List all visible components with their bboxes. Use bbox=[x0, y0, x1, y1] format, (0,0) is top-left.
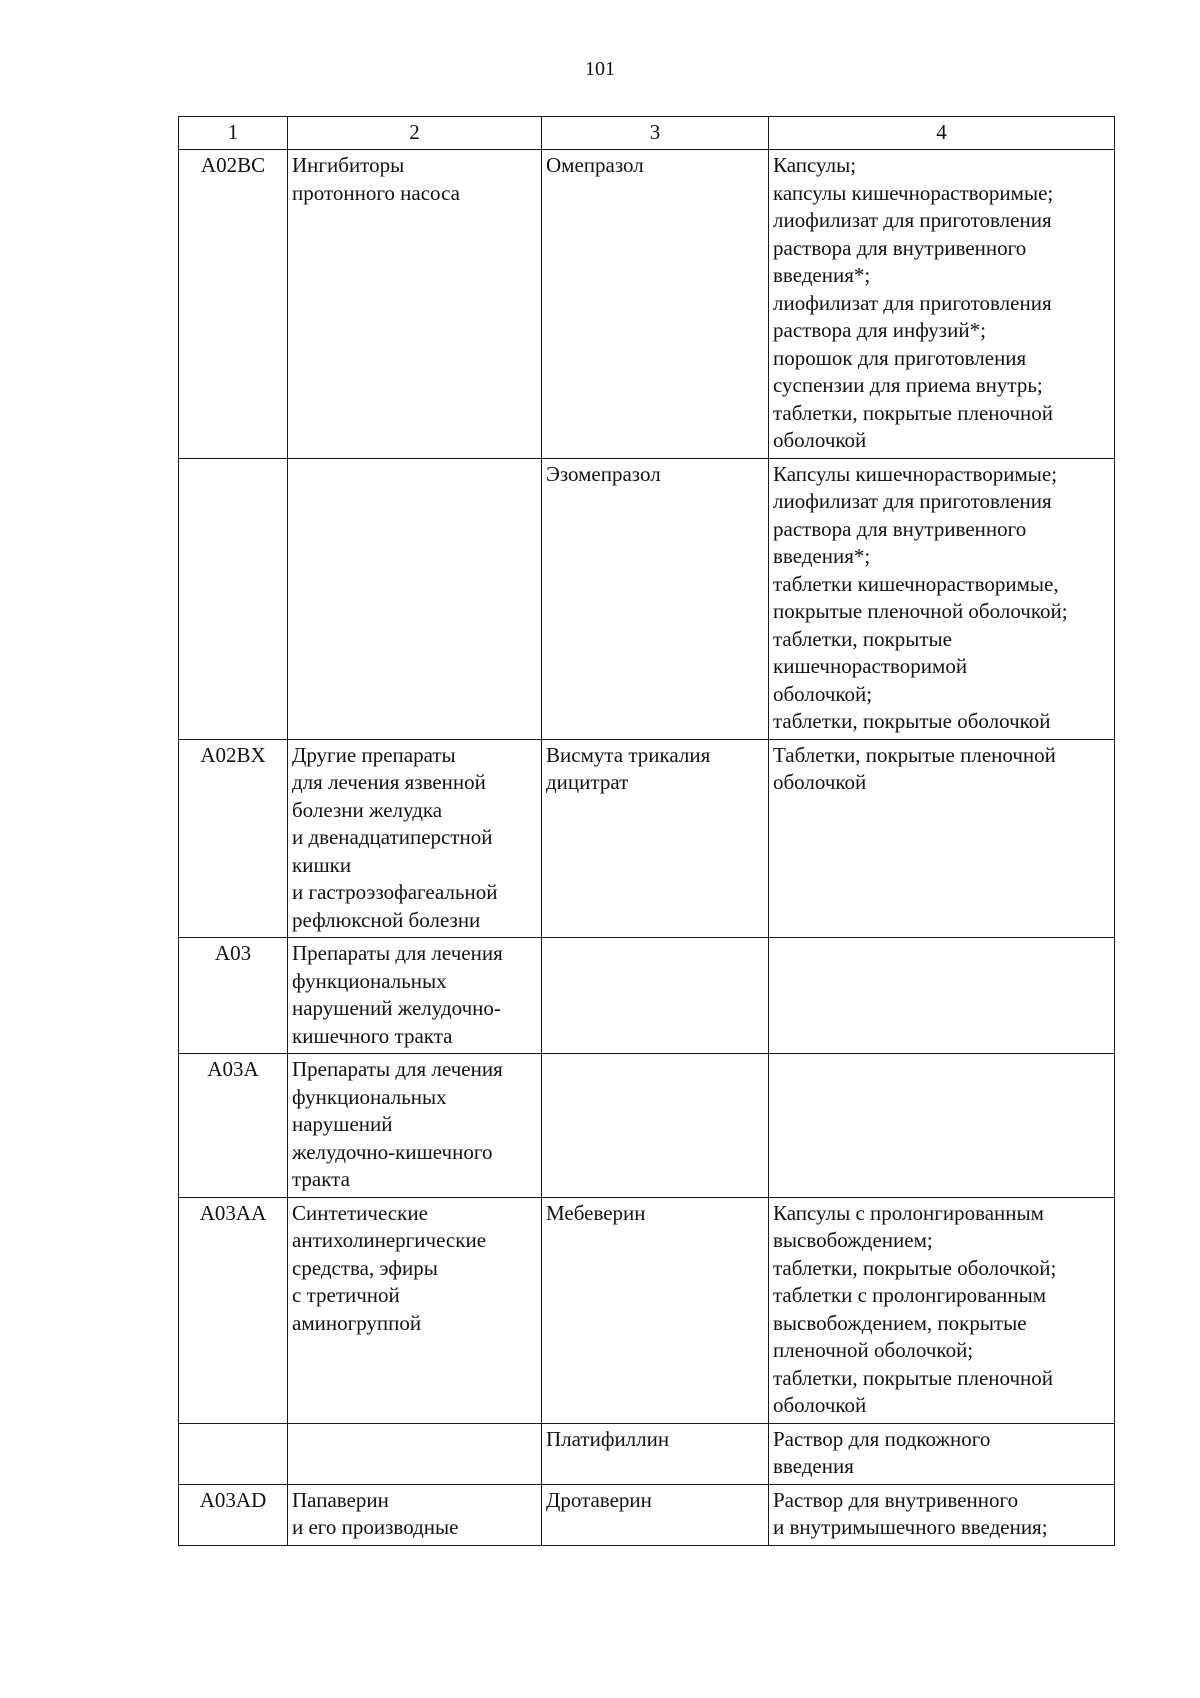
drug-name-line: Эзомепразол bbox=[546, 461, 661, 486]
dosage-forms-cell bbox=[769, 150, 1115, 459]
dosage-forms-cell bbox=[769, 938, 1115, 1054]
dosage-forms-line: Капсулы; bbox=[773, 153, 857, 177]
dosage-forms-line: кишечнорастворимой bbox=[773, 654, 968, 678]
pharmacological-group-cell bbox=[288, 1423, 542, 1484]
drug-name-cell bbox=[542, 938, 769, 1054]
atc-code-cell: A02BC bbox=[179, 150, 288, 459]
dosage-forms-line: введения bbox=[773, 1454, 854, 1478]
table-body bbox=[179, 150, 1115, 1546]
pharmacological-group-line: для лечения язвенной bbox=[292, 770, 486, 794]
pharmacological-group-line: кишки bbox=[292, 852, 352, 877]
drug-name-line: Платифиллин bbox=[546, 1426, 670, 1451]
pharmacological-group-line: антихолинергические bbox=[292, 1228, 487, 1252]
table-row bbox=[179, 739, 1115, 938]
dosage-forms-cell bbox=[769, 458, 1115, 739]
pharmacological-group-line: рефлюксной болезни bbox=[292, 907, 481, 932]
dosage-forms-line: Капсулы кишечнорастворимые; bbox=[773, 461, 1058, 486]
pharmacological-group-line: функциональных bbox=[292, 968, 447, 993]
atc-code-cell: A02BX bbox=[179, 739, 288, 938]
dosage-forms-line: лиофилизат для приготовления bbox=[773, 208, 1052, 232]
table-row bbox=[179, 1423, 1115, 1484]
dosage-forms-line: оболочкой; bbox=[773, 681, 873, 706]
dosage-forms-line: таблетки кишечнорастворимые, bbox=[773, 571, 1059, 596]
dosage-forms-line: таблетки, покрытые bbox=[773, 626, 952, 651]
dosage-forms-line: таблетки, покрытые пленочной bbox=[773, 400, 1054, 425]
dosage-forms-cell bbox=[769, 1484, 1115, 1545]
dosage-forms-line: лиофилизат для приготовления bbox=[773, 489, 1052, 513]
pharmacological-group-line: функциональных bbox=[292, 1084, 447, 1109]
pharmacological-group-cell bbox=[288, 1197, 542, 1423]
dosage-forms-line: высвобождением; bbox=[773, 1228, 933, 1252]
pharmacological-group-line: желудочно-кишечного bbox=[292, 1139, 493, 1164]
pharmacological-group-line: Ингибиторы bbox=[292, 153, 405, 177]
drug-name-cell bbox=[542, 739, 769, 938]
pharmacological-group-line: Препараты для лечения bbox=[292, 1057, 503, 1081]
dosage-forms-cell bbox=[769, 1423, 1115, 1484]
drug-name-cell bbox=[542, 1423, 769, 1484]
drug-name-line: Дротаверин bbox=[546, 1487, 652, 1512]
pharmacological-group-line: Другие препараты bbox=[292, 742, 456, 767]
drug-name-cell bbox=[542, 1484, 769, 1545]
atc-code-cell bbox=[179, 458, 288, 739]
dosage-forms-line: оболочкой bbox=[773, 770, 867, 794]
pharmacological-group-cell bbox=[288, 1484, 542, 1545]
pharmacological-group-line: и двенадцатиперстной bbox=[292, 825, 493, 849]
dosage-forms-line: таблетки, покрытые пленочной bbox=[773, 1365, 1054, 1390]
pharmacological-group-cell bbox=[288, 150, 542, 459]
atc-code-cell: A03AD bbox=[179, 1484, 288, 1545]
header-column-3: 3 bbox=[542, 117, 769, 150]
page-number: 101 bbox=[585, 58, 615, 80]
dosage-forms-cell bbox=[769, 1197, 1115, 1423]
pharmacological-group-cell bbox=[288, 938, 542, 1054]
header-column-1: 1 bbox=[179, 117, 288, 150]
pharmacological-group-line: нарушений bbox=[292, 1112, 393, 1136]
pharmacological-group-line: тракта bbox=[292, 1167, 350, 1191]
dosage-forms-line: Таблетки, покрытые пленочной bbox=[773, 742, 1056, 767]
dosage-forms-cell bbox=[769, 1054, 1115, 1198]
dosage-forms-line: лиофилизат для приготовления bbox=[773, 290, 1052, 315]
medication-table bbox=[178, 116, 1115, 1546]
dosage-forms-line: раствора для внутривенного bbox=[773, 516, 1027, 541]
dosage-forms-line: и внутримышечного введения; bbox=[773, 1515, 1048, 1539]
pharmacological-group-line: Синтетические bbox=[292, 1200, 428, 1225]
atc-code-cell: A03A bbox=[179, 1054, 288, 1198]
header-column-2: 2 bbox=[288, 117, 542, 150]
dosage-forms-line: капсулы кишечнорастворимые; bbox=[773, 180, 1054, 205]
drug-name-cell bbox=[542, 1054, 769, 1198]
table-row bbox=[179, 938, 1115, 1054]
pharmacological-group-line: с третичной bbox=[292, 1283, 400, 1307]
pharmacological-group-line: кишечного тракта bbox=[292, 1023, 453, 1048]
header-column-4: 4 bbox=[769, 117, 1115, 150]
pharmacological-group-line: нарушений желудочно- bbox=[292, 996, 501, 1020]
dosage-forms-line: Капсулы с пролонгированным bbox=[773, 1200, 1044, 1225]
dosage-forms-line: Раствор для внутривенного bbox=[773, 1487, 1019, 1512]
dosage-forms-line: оболочкой bbox=[773, 1393, 867, 1417]
dosage-forms-line: введения*; bbox=[773, 263, 871, 287]
pharmacological-group-line: и его производные bbox=[292, 1515, 459, 1539]
dosage-forms-line: таблетки с пролонгированным bbox=[773, 1283, 1047, 1307]
dosage-forms-line: высвобождением, покрытые bbox=[773, 1310, 1027, 1335]
table-row bbox=[179, 150, 1115, 459]
dosage-forms-line: введения*; bbox=[773, 544, 871, 568]
pharmacological-group-line: средства, эфиры bbox=[292, 1255, 438, 1280]
table-row bbox=[179, 1484, 1115, 1545]
dosage-forms-line: таблетки, покрытые оболочкой; bbox=[773, 1255, 1057, 1280]
pharmacological-group-cell bbox=[288, 739, 542, 938]
table-row bbox=[179, 458, 1115, 739]
drug-name-line: Омепразол bbox=[546, 153, 644, 177]
dosage-forms-line: оболочкой bbox=[773, 428, 867, 452]
pharmacological-group-line: аминогруппой bbox=[292, 1310, 422, 1335]
pharmacological-group-line: Папаверин bbox=[292, 1487, 389, 1512]
drug-name-cell bbox=[542, 458, 769, 739]
pharmacological-group-line: Препараты для лечения bbox=[292, 941, 503, 965]
pharmacological-group-cell bbox=[288, 1054, 542, 1198]
atc-code-cell: A03AA bbox=[179, 1197, 288, 1423]
drug-name-line: дицитрат bbox=[546, 770, 629, 794]
dosage-forms-line: суспензии для приема внутрь; bbox=[773, 373, 1043, 397]
pharmacological-group-line: и гастроэзофагеальной bbox=[292, 880, 498, 904]
drug-name-line: Висмута трикалия bbox=[546, 742, 711, 767]
drug-name-line: Мебеверин bbox=[546, 1200, 646, 1225]
dosage-forms-line: покрытые пленочной оболочкой; bbox=[773, 599, 1068, 623]
dosage-forms-cell bbox=[769, 739, 1115, 938]
table-row bbox=[179, 1054, 1115, 1198]
pharmacological-group-cell bbox=[288, 458, 542, 739]
pharmacological-group-line: протонного насоса bbox=[292, 180, 460, 205]
table-header-row bbox=[179, 117, 1115, 150]
dosage-forms-line: пленочной оболочкой; bbox=[773, 1338, 974, 1362]
table-row bbox=[179, 1197, 1115, 1423]
dosage-forms-line: порошок для приготовления bbox=[773, 345, 1027, 370]
pharmacological-group-line: болезни желудка bbox=[292, 797, 443, 822]
drug-name-cell bbox=[542, 150, 769, 459]
dosage-forms-line: раствора для инфузий*; bbox=[773, 318, 986, 342]
dosage-forms-line: раствора для внутривенного bbox=[773, 235, 1027, 260]
dosage-forms-line: Раствор для подкожного bbox=[773, 1426, 991, 1451]
drug-name-cell bbox=[542, 1197, 769, 1423]
dosage-forms-line: таблетки, покрытые оболочкой bbox=[773, 709, 1051, 733]
atc-code-cell bbox=[179, 1423, 288, 1484]
atc-code-cell: A03 bbox=[179, 938, 288, 1054]
